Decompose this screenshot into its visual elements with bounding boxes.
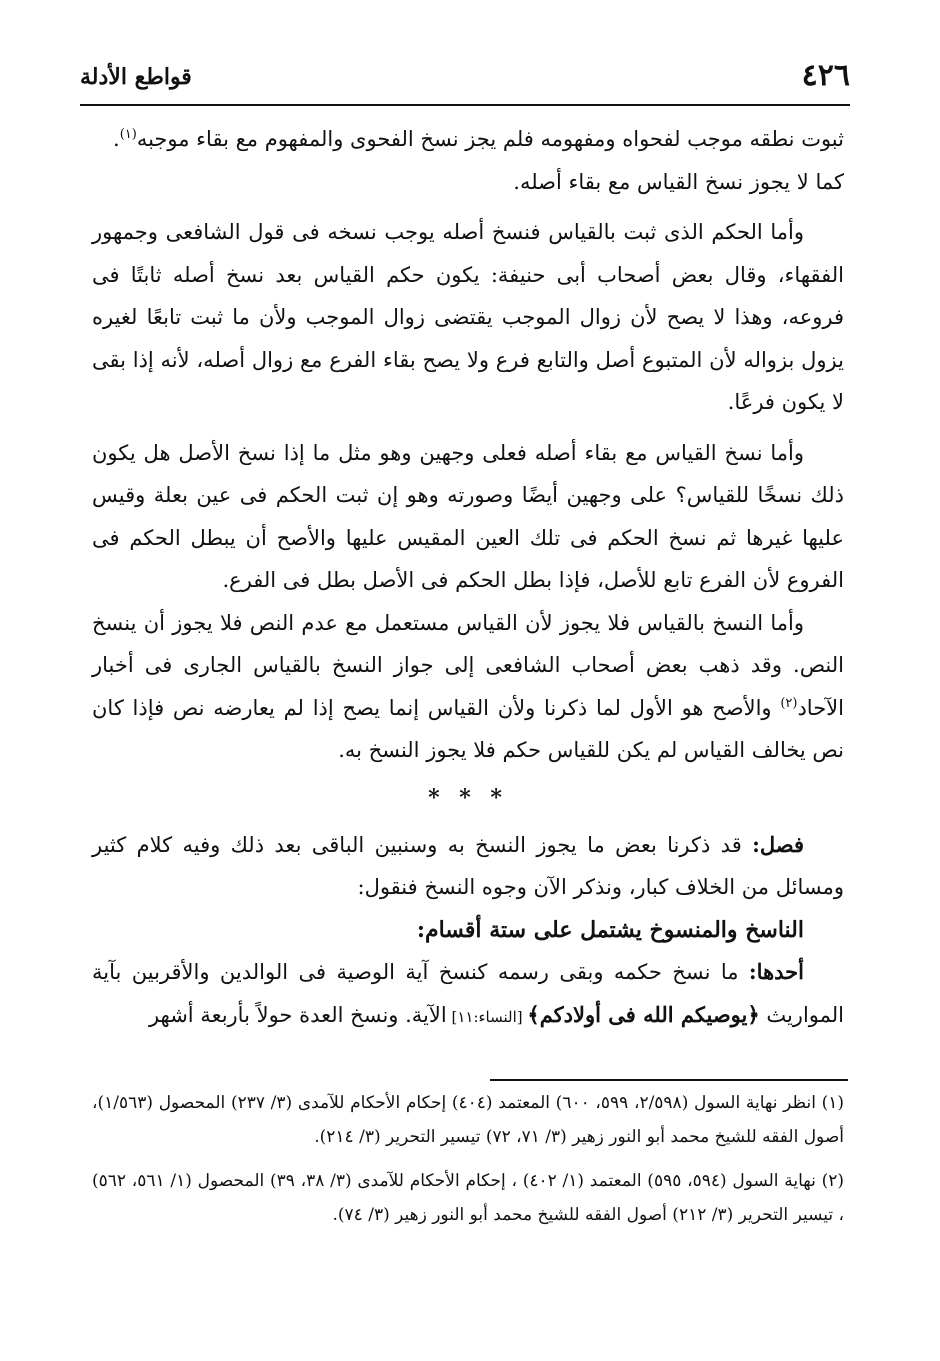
paragraph-text: ما نسخ حكمه وبقى رسمه كنسخ آية الوصية فى الوالدين والأقربين بآية المواريث <box>92 960 844 1027</box>
page-number: ٤٢٦ <box>801 58 850 93</box>
paragraph-text: قد ذكرنا بعض ما يجوز النسخ به وسنبين الباقى بعد ذلك وفيه كلام كثير ومسائل من الخلاف كبار، ونذكر الآن وجوه النسخ فنقول: <box>92 832 844 899</box>
verse-reference: [النساء:١١] <box>446 1007 528 1026</box>
footnote-marker: (٢) <box>780 695 798 711</box>
paragraph-text: وأما النسخ بالقياس فلا يجوز لأن القياس مستعمل مع عدم النص فلا يجوز أن ينسخ النص. وقد ذهب بعض أصحاب الشافعى إلى جواز النسخ بالقياس الجارى فى أخبار الآحاد <box>92 610 844 720</box>
paragraph-text: . <box>113 127 120 151</box>
paragraph <box>92 602 844 772</box>
header-rule <box>80 104 850 106</box>
running-title: قواطع الأدلة <box>80 64 192 90</box>
footnotes <box>92 1086 844 1242</box>
quran-verse: ﴿يوصيكم الله فى أولادكم﴾ <box>527 1001 760 1027</box>
section-lead: فصل: <box>752 831 804 857</box>
paragraph: كما لا يجوز نسخ القياس مع بقاء أصله. <box>513 169 844 194</box>
section-heading: الناسخ والمنسوخ يشتمل على ستة أقسام: <box>416 916 804 943</box>
paragraph <box>92 824 844 909</box>
footnote-marker: (١) <box>119 127 137 142</box>
paragraph <box>92 118 844 161</box>
paragraph: وأما الحكم الذى ثبت بالقياس فنسخ أصله يوجب نسخه فى قول الشافعى وجمهور الفقهاء، وقال بعض أصحاب أبى حنيفة: يكون حكم القياس بعد نسخ أصله ثابتًا فى فروعه، وهذا لا يصح لأن زوال الموجب يقتضى زوال الموجب ولأن ما ثبت تابعًا لغيره يزول بزواله لأن المتبوع أصل والتابع فرع ولا يصح بقاء الفرع مع زوال أصله، لأنه إذا بقى لا يكون فرعًا. <box>92 220 844 414</box>
footnote: (٢) نهاية السول (٥٩٤، ٥٩٥) المعتمد (١/ ٤٠٢) ، إحكام الأحكام للآمدى (٣/ ٣٨، ٣٩) المحصول (١/ ٥٦١، ٥٦٢) ، تيسير التحرير (٣/ ٢١٢) أصول الفقه للشيخ محمد أبو النور زهير (٣/ ٧٤). <box>92 1171 845 1225</box>
spacer <box>92 424 844 432</box>
paragraph-text: ثبوت نطقه موجب لفحواه ومفهومه فلم يجز نسخ الفحوى والمفهوم مع بقاء موجبه <box>136 127 844 151</box>
paragraph: وأما نسخ القياس مع بقاء أصله فعلى وجهين وهو مثل ما إذا نسخ الأصل هل يكون ذلك نسخًا للقياس؟ على وجهين أيضًا وصورته وهو إن ثبت الحكم فى عين بعلة وقيس عليها غيرها ثم نسخ الحكم فى تلك العين المقيس عليها والأصح أن يبطل الحكم فى الفروع لأن الفرع تابع للأصل، فإذا بطل الحكم فى الأصل بطل فى الفرع. <box>92 440 844 592</box>
paragraph-text: الآية. ونسخ العدة حولاً بأربعة أشهر <box>148 1002 447 1027</box>
paragraph <box>92 951 844 1038</box>
spacer <box>92 203 844 211</box>
footnote-rule <box>490 1079 848 1081</box>
section-separator: * * * <box>428 784 508 811</box>
footnote: (١) انظر نهاية السول (٢/٥٩٨، ٥٩٩، ٦٠٠) المعتمد (٤٠٤) إحكام الأحكام للآمدى (٣/ ٢٣٧) المحصول (١/٥٦٣)، أصول الفقه للشيخ محمد أبو النور زهير (٣/ ٧١، ٧٢) تيسير التحرير (٣/ ٢١٤). <box>92 1093 844 1147</box>
paragraph-text: والأصح هو الأول لما ذكرنا ولأن القياس إنما يصح إذا لم يعارضه نص فإذا كان نص يخالف القياس لم يكن للقياس حكم فلا يجوز النسخ به. <box>92 695 844 762</box>
page-header <box>80 58 850 100</box>
main-text <box>92 118 844 1038</box>
section-lead: أحدها: <box>748 959 804 984</box>
